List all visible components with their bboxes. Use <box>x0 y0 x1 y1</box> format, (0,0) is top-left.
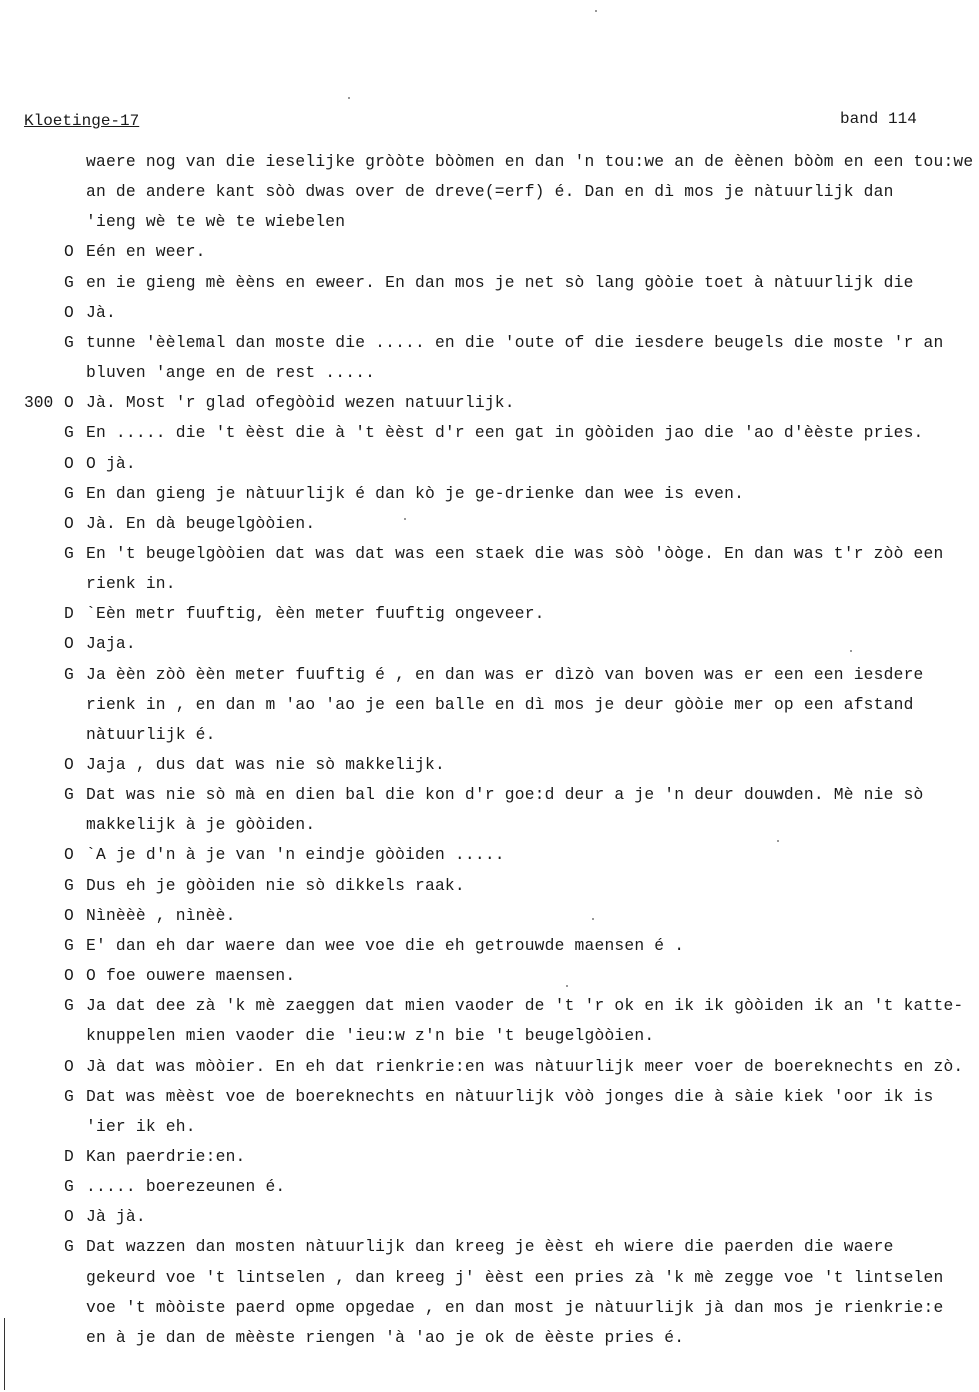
speaker-label: D <box>64 604 74 623</box>
speaker-label: G <box>64 1087 74 1106</box>
transcript-line: 'ieng wè te wè te wiebelen <box>86 212 346 231</box>
transcript-line: Ja dat dee zà 'k mè zaeggen dat mien vaoder de 't 'r ok en ik ik gòòiden ik an 't katte- <box>86 996 964 1015</box>
transcript-line: `A je d'n à je van 'n eindje gòòiden ..... <box>86 845 505 864</box>
speaker-label: O <box>64 634 74 653</box>
speaker-label: G <box>64 665 74 684</box>
margin-line-number: 300 <box>24 393 54 412</box>
transcript-line: voe 't mòòiste paerd opme opgedae , en dan most je nàtuurlijk jà dan mos je rienkrie:e <box>86 1298 944 1317</box>
speaker-label: O <box>64 1057 74 1076</box>
transcript-line: Kan paerdrie:en. <box>86 1147 246 1166</box>
scan-speck <box>566 985 568 987</box>
speaker-label: G <box>64 936 74 955</box>
transcript-line: ..... boerezeunen é. <box>86 1177 286 1196</box>
speaker-label: G <box>64 876 74 895</box>
speaker-label: O <box>64 755 74 774</box>
speaker-label: O <box>64 514 74 533</box>
transcript-line: en à je dan de mèèste riengen 'à 'ao je ok de èèste pries é. <box>86 1328 685 1347</box>
speaker-label: G <box>64 996 74 1015</box>
scan-speck <box>777 840 779 842</box>
speaker-label: O <box>64 966 74 985</box>
transcript-line: En 't beugelgòòien dat was dat was een staek die was sòò 'òòge. En dan was t'r zòò een <box>86 544 944 563</box>
transcript-line: Nìnèèè , nìnèè. <box>86 906 236 925</box>
transcript-line: Jà jà. <box>86 1207 146 1226</box>
transcript-line: En dan gieng je nàtuurlijk é dan kò je ge-drienke dan wee is even. <box>86 484 745 503</box>
scan-speck <box>404 518 406 520</box>
transcript-line: makkelijk à je gòòiden. <box>86 815 316 834</box>
speaker-label: G <box>64 423 74 442</box>
speaker-label: G <box>64 544 74 563</box>
speaker-label: O <box>64 242 74 261</box>
transcript-line: knuppelen mien vaoder die 'ieu:w z'n bie 't beugelgòòien. <box>86 1026 655 1045</box>
document-title: Kloetinge-17 <box>24 112 140 130</box>
transcript-line: Ja èèn zòò èèn meter fuuftig é , en dan was er dìzò van boven was er een een iesdere <box>86 665 924 684</box>
transcript-line: O foe ouwere maensen. <box>86 966 296 985</box>
transcript-line: Jà. En dà beugelgòòien. <box>86 514 316 533</box>
transcript-line: rienk in , en dan m 'ao 'ao je een balle en dì mos je deur gòòie mer op een afstand <box>86 695 914 714</box>
transcript-line: Dat wazzen dan mosten nàtuurlijk dan kreeg je èèst eh wiere die paerden die waere <box>86 1237 894 1256</box>
speaker-label: G <box>64 273 74 292</box>
transcript-line: `Eèn metr fuuftig, èèn meter fuuftig ongeveer. <box>86 604 545 623</box>
speaker-label: O <box>64 454 74 473</box>
scan-speck <box>348 97 350 99</box>
scan-edge-mark <box>4 1318 5 1390</box>
scan-speck <box>850 650 852 652</box>
speaker-label: G <box>64 785 74 804</box>
speaker-label: O <box>64 1207 74 1226</box>
transcript-line: 'ier ik eh. <box>86 1117 196 1136</box>
transcript-line: Jà. <box>86 303 116 322</box>
transcript-line: Dus eh je gòòiden nie sò dikkels raak. <box>86 876 465 895</box>
speaker-label: G <box>64 1237 74 1256</box>
speaker-label: O <box>64 393 74 412</box>
transcript-line: Jaja , dus dat was nie sò makkelijk. <box>86 755 445 774</box>
scan-speck <box>592 918 594 920</box>
speaker-label: G <box>64 484 74 503</box>
transcript-line: Jaja. <box>86 634 136 653</box>
transcript-line: Jà. Most 'r glad ofegòòid wezen natuurlijk. <box>86 393 515 412</box>
transcript-line: tunne 'èèlemal dan moste die ..... en die 'oute of die iesdere beugels die moste 'r an <box>86 333 944 352</box>
speaker-label: O <box>64 303 74 322</box>
transcript-line: O jà. <box>86 454 136 473</box>
transcript-line: an de andere kant sòò dwas over de dreve(=erf) é. Dan en dì mos je nàtuurlijk dan <box>86 182 894 201</box>
transcript-line: waere nog van die ieselijke gròòte bòòmen en dan 'n tou:we an de èènen bòòm en een tou:we <box>86 152 974 171</box>
speaker-label: G <box>64 333 74 352</box>
transcript-line: Jà dat was mòòier. En eh dat rienkrie:en was nàtuurlijk meer voer de boereknechts en zò. <box>86 1057 964 1076</box>
transcript-line: nàtuurlijk é. <box>86 725 216 744</box>
scan-speck <box>595 10 597 12</box>
speaker-label: O <box>64 845 74 864</box>
transcript-line: bluven 'ange en de rest ..... <box>86 363 376 382</box>
speaker-label: O <box>64 906 74 925</box>
transcript-line: en ie gieng mè èèns en eweer. En dan mos je net sò lang gòòie toet à nàtuurlijk die <box>86 273 914 292</box>
transcript-line: E' dan eh dar waere dan wee voe die eh getrouwde maensen é . <box>86 936 685 955</box>
speaker-label: D <box>64 1147 74 1166</box>
band-label: band 114 <box>840 110 917 128</box>
transcript-line: rienk in. <box>86 574 176 593</box>
speaker-label: G <box>64 1177 74 1196</box>
transcript-line: En ..... die 't èèst die à 't èèst d'r een gat in gòòiden jao die 'ao d'èèste pries. <box>86 423 924 442</box>
transcript-line: Dat was mèèst voe de boereknechts en nàtuurlijk vòò jonges die à sàie kiek 'oor ik is <box>86 1087 934 1106</box>
transcript-line: gekeurd voe 't lintselen , dan kreeg j' èèst een pries zà 'k mè zegge voe 't lintselen <box>86 1268 944 1287</box>
transcript-line: Eén en weer. <box>86 242 206 261</box>
transcript-line: Dat was nie sò mà en dien bal die kon d'r goe:d deur a je 'n deur douwden. Mè nie sò <box>86 785 924 804</box>
